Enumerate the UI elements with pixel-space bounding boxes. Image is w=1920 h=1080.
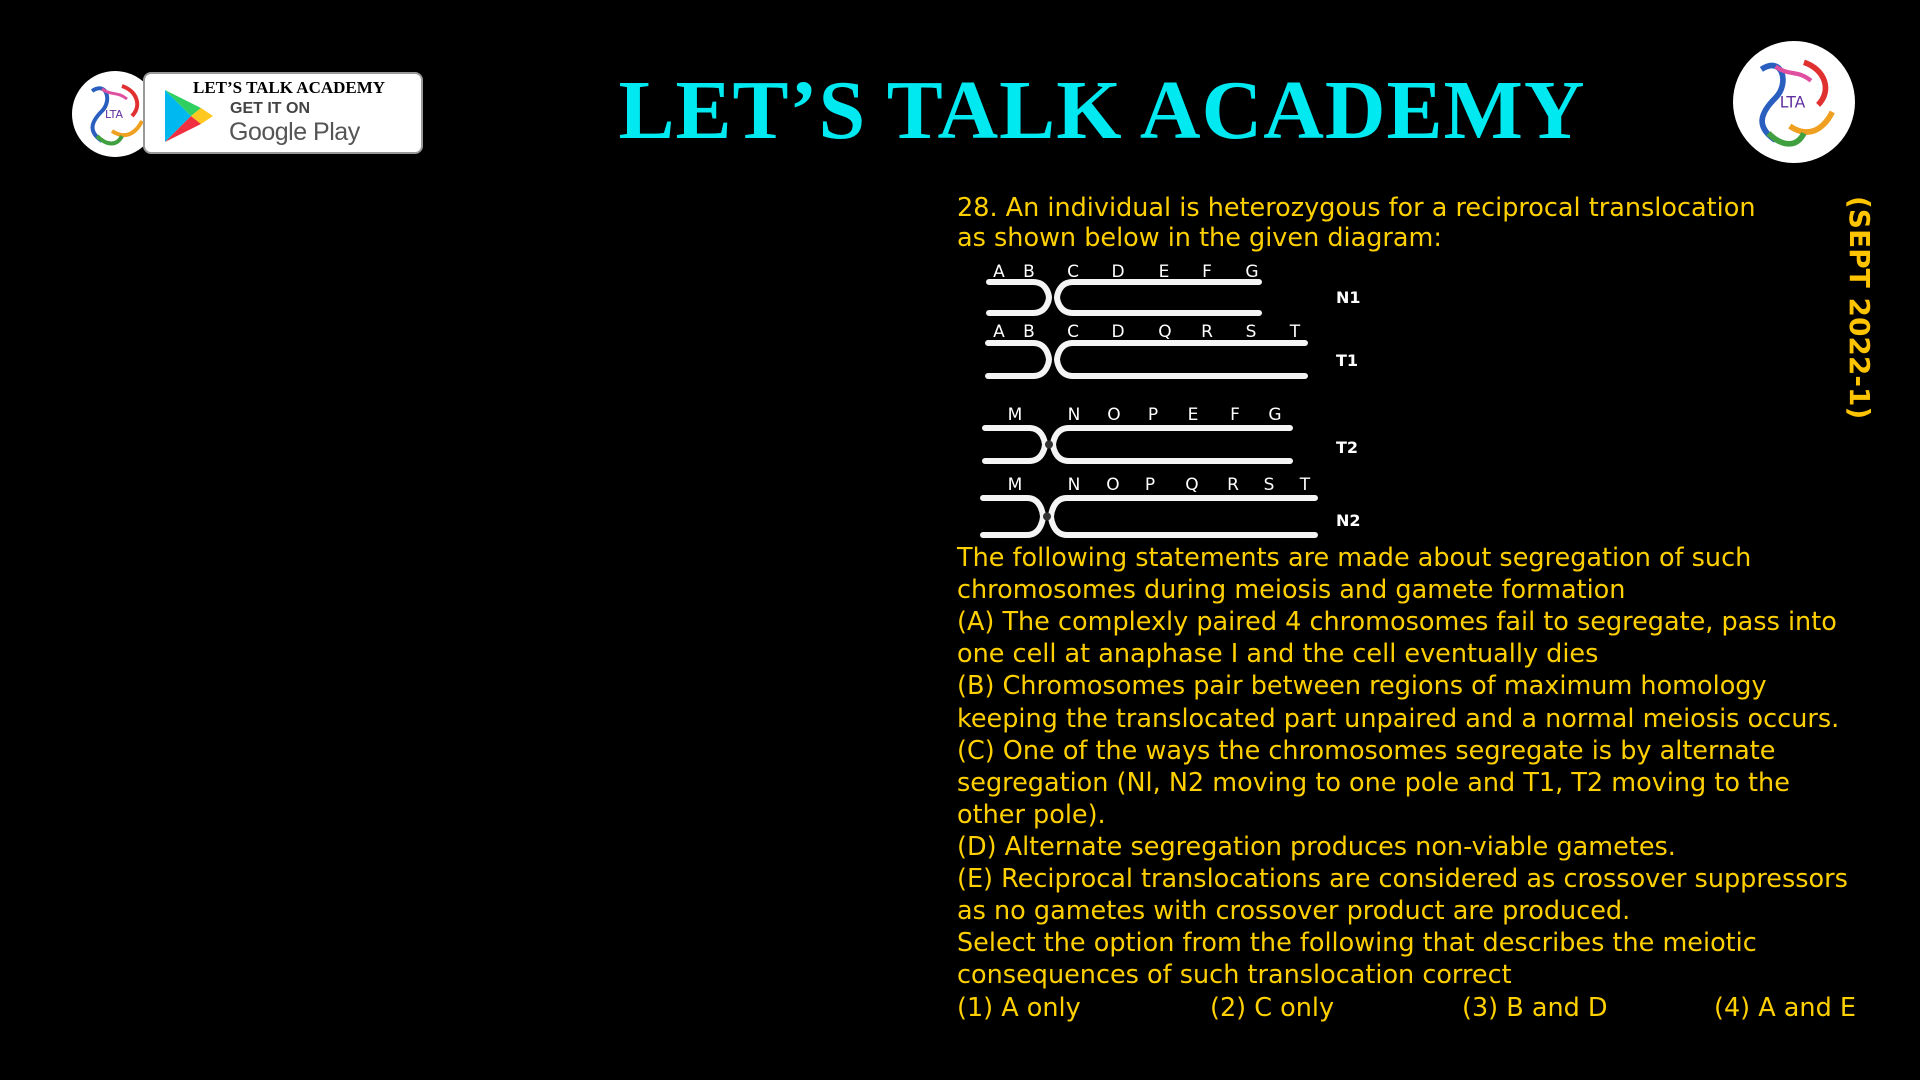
chromosome-name-label: N1 [1336, 288, 1361, 307]
gene-label: S [1245, 322, 1257, 342]
gene-label: O [1107, 405, 1121, 425]
gene-label: T [1299, 475, 1311, 495]
option-4[interactable]: (4) A and E [1714, 993, 1856, 1023]
gene-label: T [1289, 322, 1301, 342]
chromosome-t2 [985, 405, 1358, 461]
gene-label: B [1023, 322, 1035, 342]
badge-get-it-on: GET IT ON [230, 100, 310, 117]
question-statement-line: The following statements are made about segregation of such [957, 543, 1752, 573]
chromosome-t1 [988, 322, 1358, 376]
gene-label: M [1007, 405, 1023, 425]
question-statement-line: (D) Alternate segregation produces non-viable gametes. [957, 831, 1676, 862]
badge-brand: LET’S TALK ACADEMY [193, 78, 386, 97]
badge-store-name: Google Play [229, 118, 360, 146]
svg-text:LTA: LTA [105, 108, 124, 121]
exam-session-label: (SEPT 2022-1) [1843, 196, 1876, 420]
gene-label: C [1067, 262, 1079, 282]
gene-label: A [993, 322, 1005, 342]
option-1[interactable]: (1) A only [957, 993, 1081, 1023]
question-intro-line: 28. An individual is heterozygous for a reciprocal translocation [957, 193, 1756, 223]
question-intro-line: as shown below in the given diagram: [957, 223, 1442, 253]
gene-label: E [1158, 262, 1170, 282]
centromere-dot [1043, 513, 1051, 521]
question-statement-line: as no gametes with crossover product are produced. [957, 896, 1631, 927]
chromosome-n2 [983, 475, 1361, 535]
question-statement-line: (C) One of the ways the chromosomes segregate is by alternate [957, 735, 1776, 766]
gene-label: Q [1185, 475, 1199, 495]
question-statement-line: (A) The complexly paired 4 chromosomes fail to segregate, pass into [957, 607, 1837, 638]
page-title: LET’S TALK ACADEMY [618, 64, 1586, 157]
option-3[interactable]: (3) B and D [1462, 993, 1608, 1023]
chromosome-n1 [989, 262, 1361, 313]
gene-label: D [1111, 322, 1125, 342]
gene-label: S [1263, 475, 1275, 495]
gene-label: G [1268, 405, 1282, 425]
gene-label: C [1067, 322, 1079, 342]
svg-text:LTA: LTA [1779, 93, 1806, 112]
gene-label: R [1227, 475, 1239, 495]
question-statement-line: segregation (Nl, N2 moving to one pole and T1, T2 moving to the [957, 767, 1790, 798]
gene-label: E [1187, 405, 1199, 425]
question-statement-line: (E) Reciprocal translocations are considered as crossover suppressors [957, 864, 1848, 894]
question-statement-line: other pole). [957, 799, 1106, 830]
gene-label: F [1230, 405, 1240, 425]
gene-label: P [1144, 475, 1156, 495]
question-statement-line: consequences of such translocation correct [957, 960, 1512, 991]
question-statement-line: Select the option from the following that describes the meiotic [957, 928, 1757, 959]
gene-label: R [1201, 322, 1213, 342]
gene-label: A [993, 262, 1005, 282]
gene-label: Q [1158, 322, 1172, 342]
gene-label: B [1023, 262, 1035, 282]
chromosome-name-label: N2 [1336, 511, 1361, 530]
gene-label: N [1067, 475, 1081, 495]
gene-label: P [1147, 405, 1159, 425]
gene-label: O [1106, 475, 1120, 495]
chromosome-name-label: T2 [1336, 438, 1359, 457]
gene-label: G [1245, 262, 1259, 282]
centromere-dot [1045, 441, 1053, 449]
option-2[interactable]: (2) C only [1210, 993, 1335, 1023]
question-statement-line: chromosomes during meiosis and gamete formation [957, 575, 1626, 606]
gene-label: M [1007, 475, 1023, 495]
gene-label: D [1111, 262, 1125, 282]
chromosome-name-label: T1 [1336, 351, 1359, 370]
gene-label: N [1067, 405, 1081, 425]
gene-label: F [1202, 262, 1212, 282]
question-statement-line: one cell at anaphase I and the cell eventually dies [957, 639, 1599, 670]
question-statement-line: (B) Chromosomes pair between regions of maximum homology [957, 671, 1767, 702]
question-statement-line: keeping the translocated part unpaired and a normal meiosis occurs. [957, 703, 1840, 734]
